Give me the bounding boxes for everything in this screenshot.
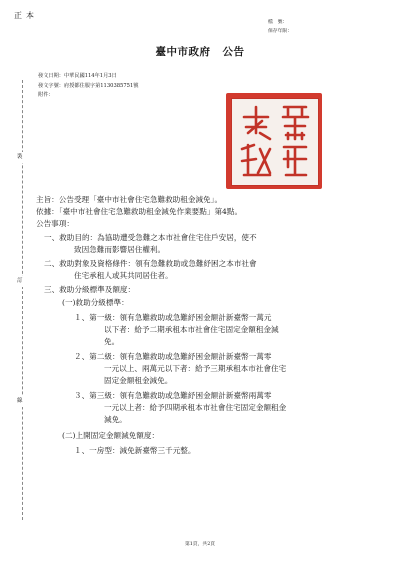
retention-label: 保存年限： [268,29,292,34]
page-number: 第1頁，共2頁 [184,542,216,547]
grade-2-continuation-2: 固定金額租金減免。 [104,376,173,385]
item-2-continuation: 住宅承租人或其共同居住者。 [74,271,173,280]
grade-2-text: ２、第二級：領有急難救助或急難紓困金額計新臺幣一萬零 [74,352,272,361]
grade-1-continuation: 以下者：給予二期承租本市社會住宅固定金額租金減 [104,325,279,334]
file-meta [268,18,292,36]
seal-calligraphy-icon [226,93,322,189]
basis-line: 依據：「臺中市社會住宅急難救助租金減免作業要點」第4點。 [36,207,243,216]
grade-3-text: ３、第三級：領有急難救助或急難紓困金額計新臺幣兩萬零 [74,391,272,400]
items-heading: 公告事項： [36,219,74,228]
binding-char-ding: 訂 [17,276,23,287]
grade-3-continuation-2: 減免。 [104,415,127,424]
subject-line: 主旨：公告受理「臺中市社會住宅急難救助租金減免」。 [36,195,223,204]
item-1-continuation: 致因急難而影響居住權利。 [74,245,166,254]
subsection-1-title: (一)救助分級標準： [62,298,129,307]
subsection-2-title: (二)上開固定金額減免額度： [62,431,160,440]
binding-line [22,80,23,520]
document-type: 公告 [222,46,245,58]
attachment-label: 附件： [38,92,54,98]
grade-1-continuation-2: 免。 [104,337,120,346]
binding-char-zhuang: 裝 [17,152,23,163]
grade-2-continuation: 一元以上、兩萬元以下者：給予三期承租本市社會住宅 [104,364,287,373]
issue-info [38,72,138,101]
issue-date: 發文日期：中華民國114年1月3日 [38,73,117,79]
document-title [0,44,400,59]
binding-char-xian: 線 [17,396,23,407]
item-3-text: 三、救助分級標準及額度： [44,285,136,294]
issuing-organization: 臺中市政府 [155,46,211,58]
grade-1-text: １、第一級：領有急難救助或急難紓困金額計新臺幣一萬元 [74,313,272,322]
file-number-label: 檔 號： [268,20,288,25]
item-2-text: 二、救助對象及資格條件：領有急難救助或急難紓困之本市社會 [44,259,257,268]
official-seal [226,93,322,189]
item-1-text: 一、救助目的：為協助遭受急難之本市社會住宅住戶安居，使不 [44,233,257,242]
relief-1-text: １、一房型：減免新臺幣三千元整。 [74,446,196,455]
reference-number: 發文字號：府授都住服字第1130385751號 [38,82,139,89]
grade-3-continuation: 一元以上者：給予四期承租本市社會住宅固定金額租金 [104,403,287,412]
copy-mark: 正本 [14,11,38,20]
